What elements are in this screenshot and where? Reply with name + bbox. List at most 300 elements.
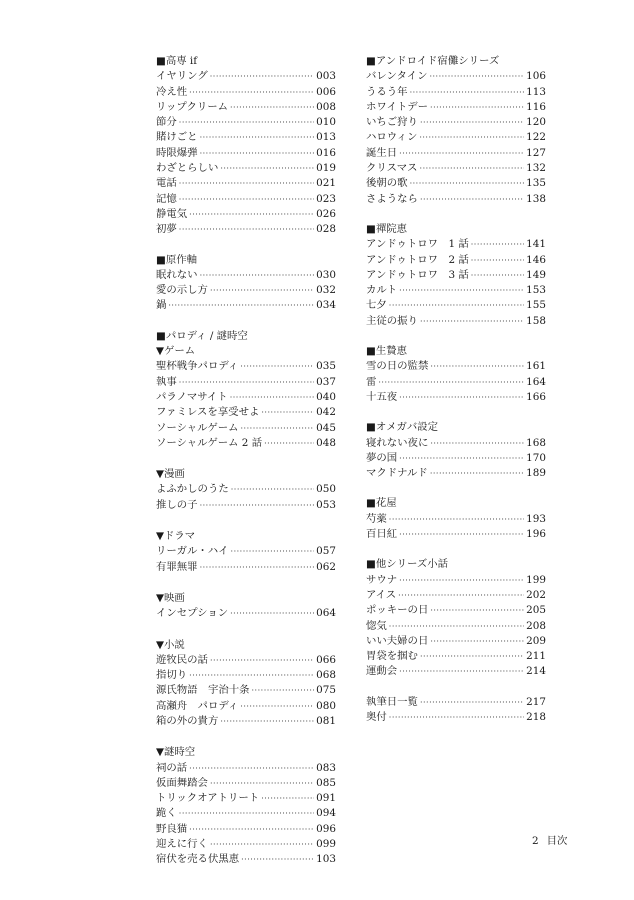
toc-entry: [156, 482, 336, 497]
toc-entry: [366, 237, 546, 252]
entry-page-number: 085: [316, 776, 336, 789]
entry-page-number: 028: [316, 223, 336, 236]
entry-title: 祠の話: [156, 761, 188, 774]
entry-title: わざとらしい: [156, 162, 219, 175]
entry-page-number: 218: [526, 710, 546, 723]
toc-entry: [366, 253, 546, 268]
entry-title: アンドゥトロワ 3 話: [366, 268, 469, 281]
entry-page-number: 010: [316, 116, 336, 129]
section-heading: ■禪院恵: [366, 222, 407, 235]
entry-title: 鍋: [156, 299, 167, 312]
entry-title: ポッキーの日: [366, 604, 429, 617]
dot-leader: [471, 268, 524, 283]
entry-page-number: 016: [316, 146, 336, 159]
entry-page-number: 161: [526, 360, 546, 373]
entry-page-number: 214: [526, 665, 546, 678]
toc-entry: [156, 560, 336, 575]
entry-page-number: 068: [316, 669, 336, 682]
entry-page-number: 099: [316, 838, 336, 851]
dot-leader: [240, 699, 314, 714]
entry-page-number: 211: [526, 650, 546, 663]
dot-leader: [410, 85, 525, 100]
toc-group: [156, 69, 336, 237]
dot-leader: [230, 390, 314, 405]
dot-leader: [189, 668, 314, 683]
toc-section: [366, 222, 546, 329]
dot-leader: [399, 451, 524, 466]
toc-group: [156, 638, 336, 730]
entry-title: アンドゥトロワ 1 話: [366, 238, 469, 251]
entry-page-number: 066: [316, 653, 336, 666]
dot-leader: [200, 130, 315, 145]
entry-title: ファミレスを享受せよ: [156, 406, 260, 419]
toc-entry: [366, 466, 546, 481]
dot-leader: [189, 85, 314, 100]
entry-title: サウナ: [366, 573, 398, 586]
entry-page-number: 158: [526, 314, 546, 327]
dot-leader: [399, 573, 524, 588]
entry-title: 静電気: [156, 207, 188, 220]
toc-entry: [366, 588, 546, 603]
toc-entry: [156, 436, 336, 451]
entry-page-number: 199: [526, 573, 546, 586]
entry-page-number: 122: [526, 131, 546, 144]
dot-leader: [231, 482, 314, 497]
entry-title: 百日紅: [366, 528, 398, 541]
dot-leader: [471, 237, 524, 252]
toc-entry: [366, 664, 546, 679]
entry-title: リップクリーム: [156, 100, 229, 113]
toc-entry: [156, 192, 336, 207]
entry-title: 聖杯戦争パロディ: [156, 360, 239, 373]
entry-title: 迎えに行く: [156, 838, 208, 851]
dot-leader: [200, 498, 315, 513]
dot-leader: [241, 421, 315, 436]
entry-title: 跪く: [156, 807, 177, 820]
section-heading: ■高専 if: [156, 55, 198, 67]
toc-entry: [366, 161, 546, 176]
entry-page-number: 135: [526, 177, 546, 190]
entry-page-number: 094: [316, 807, 336, 820]
dot-leader: [189, 207, 314, 222]
toc-entry: [366, 710, 546, 725]
entry-title: 宿伏を売る伏黒恵: [156, 853, 240, 866]
dot-leader: [210, 837, 314, 852]
toc-left-column: [156, 54, 336, 883]
toc-section: [366, 557, 546, 679]
entry-page-number: 037: [316, 375, 336, 388]
entry-title: 時限爆弾: [156, 146, 198, 159]
entry-title: アンドゥトロワ 2 話: [366, 253, 469, 266]
dot-leader: [189, 761, 314, 776]
entry-page-number: 208: [526, 619, 546, 632]
toc-entry: [156, 498, 336, 513]
entry-title: 冷え性: [156, 85, 188, 98]
toc-group: [156, 268, 336, 314]
section-heading: ■原作軸: [156, 253, 197, 266]
toc-group: [366, 359, 546, 405]
entry-page-number: 120: [526, 116, 546, 129]
entry-title: いい夫婦の日: [366, 634, 429, 647]
toc-entry: [366, 130, 546, 145]
toc-entry: [156, 837, 336, 852]
dot-leader: [230, 606, 314, 621]
entry-title: インセプション: [156, 607, 229, 620]
entry-title: 主従の振り: [366, 314, 418, 327]
section-heading: ■アンドロイド宿儺シリーズ: [366, 55, 500, 67]
entry-page-number: 013: [316, 131, 336, 144]
toc-entry: [156, 421, 336, 436]
entry-title: 箱の外の貴方: [156, 714, 219, 727]
dot-leader: [220, 714, 314, 729]
dot-leader: [179, 806, 314, 821]
toc-entry: [156, 222, 336, 237]
toc-section: [366, 54, 546, 207]
subsection-heading: ▼ゲーム: [156, 345, 196, 358]
toc-entry: [156, 359, 336, 374]
toc-group: [366, 436, 546, 482]
entry-page-number: 062: [316, 560, 336, 573]
toc-entry: [156, 176, 336, 191]
entry-title: 誕生日: [366, 146, 398, 159]
toc-entry: [366, 634, 546, 649]
entry-page-number: 091: [316, 792, 336, 805]
toc-group: [156, 591, 336, 622]
entry-page-number: 080: [316, 699, 336, 712]
toc-entry: [156, 806, 336, 821]
entry-page-number: 193: [526, 512, 546, 525]
toc-entry: [156, 606, 336, 621]
entry-title: パラノマサイト: [156, 390, 228, 403]
dot-leader: [420, 161, 525, 176]
entry-page-number: 083: [316, 761, 336, 774]
dot-leader: [200, 268, 315, 283]
toc-section: [366, 420, 546, 481]
toc-group: [156, 344, 336, 451]
entry-page-number: 153: [526, 284, 546, 297]
toc-entry: [156, 791, 336, 806]
dot-leader: [179, 115, 314, 130]
toc-entry: [366, 85, 546, 100]
toc-group: [156, 467, 336, 513]
dot-leader: [241, 852, 314, 867]
dot-leader: [210, 283, 314, 298]
page-footer: [532, 832, 575, 847]
entry-page-number: 168: [526, 436, 546, 449]
entry-page-number: 209: [526, 634, 546, 647]
entry-page-number: 030: [316, 268, 336, 281]
toc-entry: [156, 390, 336, 405]
entry-page-number: 132: [526, 162, 546, 175]
entry-page-number: 053: [316, 498, 336, 511]
section-heading: ■他シリーズ小話: [366, 558, 449, 571]
entry-page-number: 217: [526, 695, 546, 708]
entry-page-number: 113: [526, 85, 546, 98]
dot-leader: [430, 436, 524, 451]
entry-title: 執事: [156, 375, 177, 388]
entry-title: トリックオアトリート: [156, 792, 260, 805]
dot-leader: [179, 192, 314, 207]
entry-title: 雪の日の監禁: [366, 360, 429, 373]
dot-leader: [378, 375, 524, 390]
toc-entry: [156, 130, 336, 145]
toc-group: [366, 573, 546, 680]
subsection-heading: ▼ドラマ: [156, 530, 196, 543]
toc-entry: [366, 283, 546, 298]
dot-leader: [430, 359, 524, 374]
dot-leader: [429, 69, 524, 84]
toc-entry: [366, 527, 546, 542]
entry-title: 雷: [366, 375, 377, 388]
entry-title: クリスマス: [366, 162, 418, 175]
toc-entry: [156, 69, 336, 84]
toc-section: [366, 695, 546, 726]
dot-leader: [471, 253, 524, 268]
toc-entry: [366, 359, 546, 374]
dot-leader: [430, 100, 524, 115]
entry-page-number: 035: [316, 360, 336, 373]
dot-leader: [389, 710, 524, 725]
dot-leader: [410, 176, 525, 191]
dot-leader: [264, 436, 314, 451]
entry-page-number: 075: [316, 684, 336, 697]
entry-title: さようなら: [366, 192, 418, 205]
entry-title: ハロウィン: [366, 131, 418, 144]
dot-leader: [168, 298, 314, 313]
toc-entry: [366, 268, 546, 283]
dot-leader: [389, 512, 524, 527]
entry-title: 有罪無罪: [156, 560, 198, 573]
entry-title: 寝れない夜に: [366, 436, 429, 449]
entry-title: うるう年: [366, 85, 408, 98]
entry-title: バレンタイン: [366, 70, 428, 83]
toc-section: [366, 496, 546, 542]
dot-leader: [399, 664, 524, 679]
entry-page-number: 042: [316, 406, 336, 419]
dot-leader: [430, 634, 524, 649]
toc-entry: [366, 436, 546, 451]
entry-page-number: 189: [526, 467, 546, 480]
entry-title: 運動会: [366, 665, 398, 678]
dot-leader: [261, 791, 314, 806]
toc-group: [366, 237, 546, 329]
entry-title: ホワイトデー: [366, 100, 429, 113]
toc-entry: [366, 603, 546, 618]
entry-page-number: 096: [316, 822, 336, 835]
entry-page-number: 127: [526, 146, 546, 159]
entry-page-number: 003: [316, 70, 336, 83]
dot-leader: [399, 390, 524, 405]
entry-page-number: 103: [316, 853, 336, 866]
toc-section: [156, 253, 336, 314]
section-heading: ■パロディ / 謎時空: [156, 329, 248, 342]
entry-title: マクドナルド: [366, 467, 428, 480]
toc-entry: [156, 653, 336, 668]
entry-title: イヤリング: [156, 70, 208, 83]
entry-title: 十五夜: [366, 390, 398, 403]
toc-section: [156, 54, 336, 238]
toc-entry: [156, 544, 336, 559]
entry-page-number: 146: [526, 253, 546, 266]
entry-title: 執筆日一覧: [366, 695, 418, 708]
subsection-heading: ▼小説: [156, 638, 185, 651]
dot-leader: [420, 649, 524, 664]
toc-entry: [156, 714, 336, 729]
toc-entry: [366, 695, 546, 710]
toc-entry: [366, 298, 546, 313]
entry-title: 七夕: [366, 299, 387, 312]
entry-title: リーガル・ハイ: [156, 545, 229, 558]
subsection-heading: ▼漫画: [156, 468, 185, 481]
toc-group: [156, 529, 336, 575]
toc-entry: [156, 161, 336, 176]
entry-page-number: 138: [526, 192, 546, 205]
toc-group: [366, 512, 546, 543]
entry-title: いちご狩り: [366, 116, 418, 129]
dot-leader: [179, 176, 314, 191]
toc-group: [156, 745, 336, 867]
entry-title: 胃袋を掴む: [366, 650, 418, 663]
dot-leader: [399, 283, 524, 298]
entry-title: 賭けごと: [156, 131, 198, 144]
entry-page-number: 202: [526, 588, 546, 601]
subsection-heading: ▼謎時空: [156, 746, 196, 759]
dot-leader: [399, 527, 524, 542]
subsection-heading: ▼映画: [156, 591, 185, 604]
dot-leader: [399, 146, 524, 161]
dot-leader: [389, 298, 524, 313]
toc-entry: [156, 668, 336, 683]
toc-entry: [366, 69, 546, 84]
toc-entry: [366, 573, 546, 588]
dot-leader: [430, 466, 524, 481]
dot-leader: [430, 603, 524, 618]
entry-title: 野良猫: [156, 822, 188, 835]
entry-title: 源氏物語 宇治十条: [156, 684, 250, 697]
toc-entry: [156, 405, 336, 420]
toc-entry: [156, 776, 336, 791]
toc-section: [366, 344, 546, 405]
entry-page-number: 019: [316, 162, 336, 175]
dot-leader: [231, 544, 315, 559]
entry-page-number: 064: [316, 607, 336, 620]
toc-entry: [366, 115, 546, 130]
dot-leader: [398, 588, 524, 603]
toc-entry: [156, 283, 336, 298]
dot-leader: [240, 359, 314, 374]
entry-title: 高瀬舟 パロディ: [156, 699, 239, 712]
dot-leader: [420, 192, 524, 207]
section-heading: ■花屋: [366, 497, 397, 510]
dot-leader: [420, 115, 524, 130]
entry-page-number: 164: [526, 375, 546, 388]
toc-entry: [156, 100, 336, 115]
toc-entry: [156, 852, 336, 867]
toc-entry: [156, 146, 336, 161]
dot-leader: [189, 822, 314, 837]
entry-title: 記憶: [156, 192, 177, 205]
dot-leader: [230, 100, 314, 115]
toc-entry: [366, 146, 546, 161]
dot-leader: [210, 653, 314, 668]
toc-entry: [156, 115, 336, 130]
entry-title: カルト: [366, 284, 398, 297]
toc-entry: [366, 314, 546, 329]
toc-entry: [366, 619, 546, 634]
entry-page-number: 170: [526, 451, 546, 464]
entry-page-number: 023: [316, 192, 336, 205]
entry-title: 初夢: [156, 223, 177, 236]
entry-page-number: 166: [526, 390, 546, 403]
entry-title: 電話: [156, 177, 177, 190]
toc-entry: [156, 298, 336, 313]
entry-page-number: 026: [316, 207, 336, 220]
dot-leader: [210, 776, 314, 791]
entry-page-number: 032: [316, 284, 336, 297]
entry-title: 指切り: [156, 669, 188, 682]
entry-page-number: 081: [316, 714, 336, 727]
toc-entry: [366, 649, 546, 664]
entry-page-number: 006: [316, 85, 336, 98]
toc-entry: [156, 683, 336, 698]
entry-page-number: 034: [316, 299, 336, 312]
entry-page-number: 008: [316, 100, 336, 113]
toc-entry: [156, 699, 336, 714]
toc-group: [366, 695, 546, 726]
entry-title: 夢の国: [366, 451, 398, 464]
entry-page-number: 116: [526, 100, 546, 113]
dot-leader: [420, 314, 524, 329]
entry-page-number: 045: [316, 421, 336, 434]
entry-page-number: 021: [316, 177, 336, 190]
dot-leader: [261, 405, 314, 420]
entry-title: 仮面舞踏会: [156, 776, 208, 789]
dot-leader: [179, 375, 314, 390]
entry-title: 奥付: [366, 710, 387, 723]
entry-page-number: 048: [316, 436, 336, 449]
toc-entry: [156, 822, 336, 837]
entry-title: 惚気: [366, 619, 387, 632]
entry-title: よふかしのうた: [156, 483, 229, 496]
entry-page-number: 057: [316, 545, 336, 558]
dot-leader: [220, 161, 314, 176]
dot-leader: [210, 69, 314, 84]
entry-page-number: 040: [316, 390, 336, 403]
toc-entry: [366, 375, 546, 390]
toc-entry: [156, 761, 336, 776]
toc-entry: [366, 192, 546, 207]
toc-right-column: [366, 54, 546, 740]
dot-leader: [200, 146, 315, 161]
footer-label: 目次: [546, 835, 568, 847]
toc-entry: [366, 512, 546, 527]
entry-title: 愛の示し方: [156, 284, 208, 297]
toc-entry: [156, 375, 336, 390]
toc-entry: [156, 207, 336, 222]
entry-page-number: 106: [526, 70, 546, 83]
dot-leader: [389, 619, 524, 634]
entry-title: 遊牧民の話: [156, 653, 208, 666]
entry-page-number: 141: [526, 238, 546, 251]
dot-leader: [252, 683, 315, 698]
entry-page-number: 155: [526, 299, 546, 312]
dot-leader: [200, 560, 315, 575]
dot-leader: [179, 222, 314, 237]
section-heading: ■生贄恵: [366, 345, 407, 358]
entry-title: 推しの子: [156, 498, 198, 511]
entry-title: ソーシャルゲーム 2 話: [156, 436, 263, 449]
toc-entry: [366, 100, 546, 115]
